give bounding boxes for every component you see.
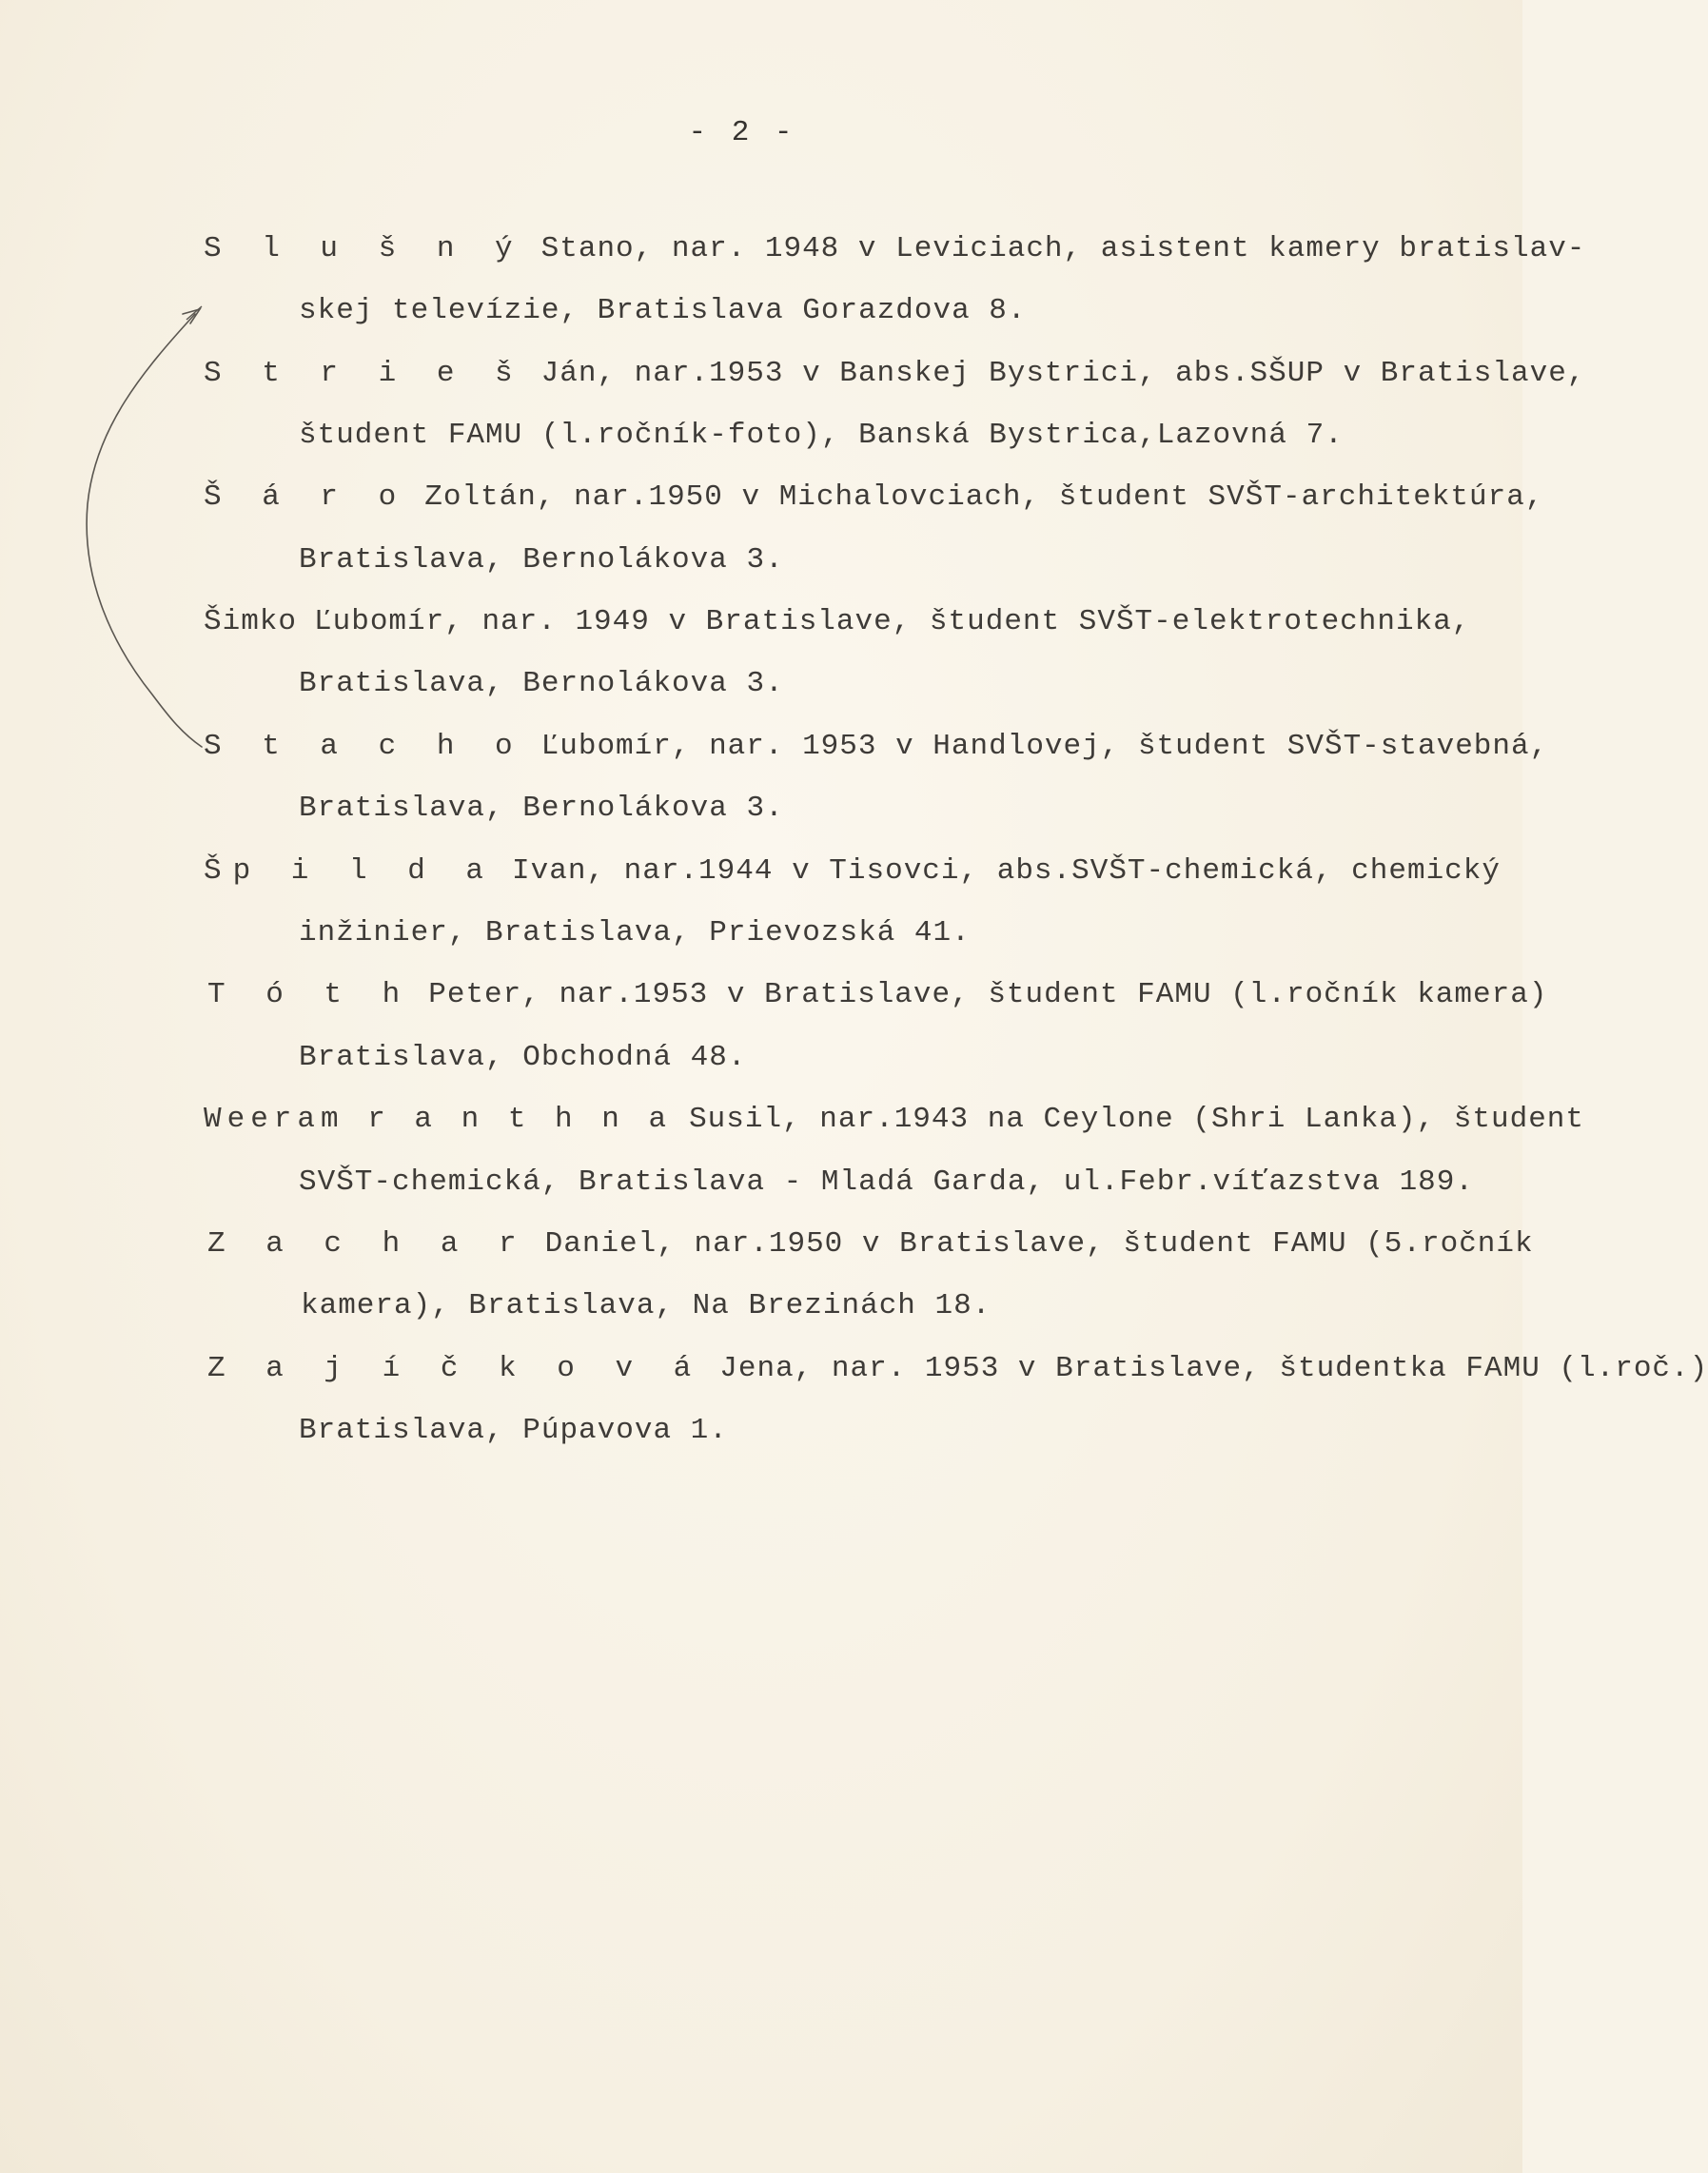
entry-6-line-1 [204,852,1501,891]
entry-4-surname: Šimko [204,605,298,638]
entry-9-line-1 [207,1225,1534,1263]
entry-8-address: SVŠT-chemická, Bratislava - Mladá Garda, ul.Febr.víťazstva 189. [299,1165,1474,1199]
entry-6-details: Ivan, nar.1944 v Tisovci, abs.SVŠT-chemická, chemický [512,854,1501,888]
entry-2-line-1 [204,355,1585,393]
entry-5-surname: S t a c h o [204,730,524,763]
entry-2-address: študent FAMU (l.ročník-foto), Banská Bystrica,Lazovná 7. [299,419,1344,452]
entry-3-surname: Š á r o [204,480,408,514]
entry-5-line-2 [299,790,784,828]
entry-10-details: Jena, nar. 1953 v Bratislave, študentka FAMU (l.roč.) [719,1352,1708,1385]
entry-10-surname: Z a j í č k o v á [207,1352,703,1385]
entry-4-line-2 [299,665,784,703]
entry-3-line-1 [204,479,1543,517]
entry-9-details: Daniel, nar.1950 v Bratislave, študent FAMU (5.ročník [544,1227,1534,1261]
entry-8-line-2 [299,1164,1474,1202]
entry-7-line-2 [299,1039,746,1077]
entry-7-address: Bratislava, Obchodná 48. [299,1041,747,1074]
entry-4-details: Ľubomír, nar. 1949 v Bratislave, študent SVŠT-elektrotechnika, [314,605,1471,638]
entry-1-line-2 [299,292,1027,330]
entry-1-address: skej televízie, Bratislava Gorazdova 8. [299,294,1027,327]
entry-5-address: Bratislava, Bernolákova 3. [299,792,784,825]
entry-5-line-1 [204,728,1548,766]
entry-5-details: Ľubomír, nar. 1953 v Handlovej, študent SVŠT-stavebná, [540,730,1549,763]
entry-1-line-1 [204,230,1585,268]
entry-9-surname: Z a c h a r [207,1227,528,1261]
entry-10-line-1 [207,1350,1708,1388]
entry-10-address: Bratislava, Púpavova 1. [299,1414,728,1447]
entry-7-surname: T ó t h [207,978,412,1011]
entry-2-line-2 [299,417,1344,455]
entry-4-address: Bratislava, Bernolákova 3. [299,667,784,700]
entry-2-surname: S t r i e š [204,357,524,390]
entry-6-line-2 [299,914,971,952]
entry-9-line-2 [301,1287,991,1325]
entry-1-details: Stano, nar. 1948 v Leviciach, asistent kamery bratislav- [540,232,1586,265]
entry-2-details: Ján, nar.1953 v Banskej Bystrici, abs.SŠUP v Bratislave, [540,357,1586,390]
entry-7-details: Peter, nar.1953 v Bratislave, študent FAMU (l.ročník kamera) [428,978,1548,1011]
entry-7-line-1 [207,976,1547,1014]
page-number: - 2 - [688,116,796,149]
entry-9-address: kamera), Bratislava, Na Brezinách 18. [301,1289,991,1322]
entry-3-details: Zoltán, nar.1950 v Michalovciach, študent SVŠT-architektúra, [424,480,1544,514]
entry-10-line-2 [299,1412,728,1450]
entry-6-address: inžinier, Bratislava, Prievozská 41. [299,916,971,949]
entry-8-line-1 [204,1101,1584,1139]
entry-4-line-1 [204,603,1470,641]
entry-8-surname: Weeram r a n t h n a [204,1103,673,1136]
entry-6-surname: Šp i l d a [204,854,496,888]
entry-8-details: Susil, nar.1943 na Ceylone (Shri Lanka), študent [689,1103,1585,1136]
entry-3-address: Bratislava, Bernolákova 3. [299,543,784,577]
entry-3-line-2 [299,541,784,579]
entry-1-surname: S l u š n ý [204,232,524,265]
